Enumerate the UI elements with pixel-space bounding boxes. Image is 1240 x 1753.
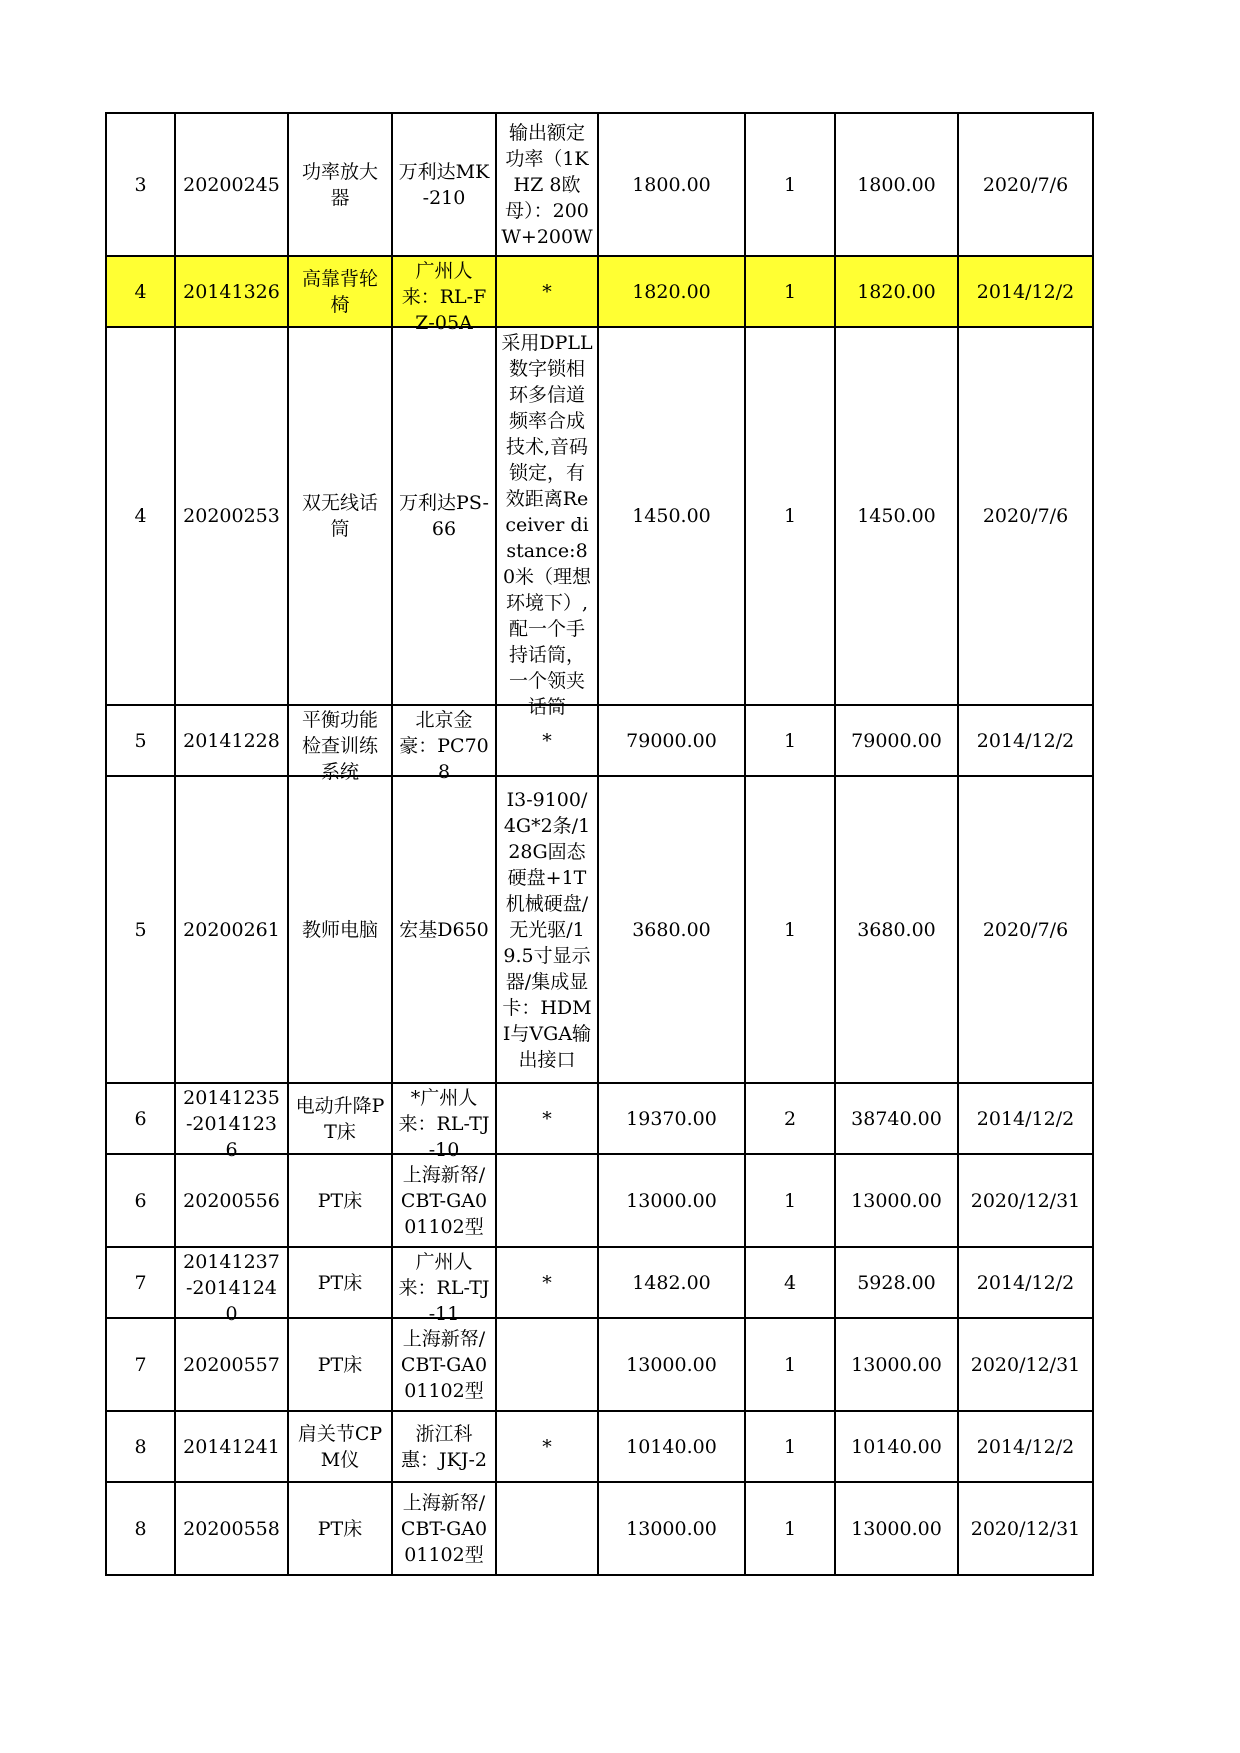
qty-cell: 1 bbox=[745, 113, 835, 256]
code-cell: 20200253 bbox=[175, 327, 288, 705]
code-cell: 20200558 bbox=[175, 1482, 288, 1575]
code-cell: 20141237-20141240 bbox=[175, 1247, 288, 1318]
model-cell: 广州人来：RL-FZ-05A bbox=[392, 256, 496, 327]
seq-cell: 6 bbox=[106, 1083, 175, 1154]
name-cell: 电动升降PT床 bbox=[288, 1083, 392, 1154]
date-cell: 2014/12/2 bbox=[958, 1083, 1093, 1154]
spec-cell: 输出额定功率（1KHZ 8欧母）：200W+200W bbox=[496, 113, 598, 256]
spec-cell: * bbox=[496, 256, 598, 327]
equipment-table bbox=[105, 112, 1094, 1576]
total-cell: 1800.00 bbox=[835, 113, 958, 256]
qty-cell: 1 bbox=[745, 256, 835, 327]
date-cell: 2020/12/31 bbox=[958, 1482, 1093, 1575]
seq-cell: 4 bbox=[106, 327, 175, 705]
qty-cell: 1 bbox=[745, 327, 835, 705]
total-cell: 79000.00 bbox=[835, 705, 958, 776]
date-cell: 2014/12/2 bbox=[958, 1247, 1093, 1318]
name-cell: PT床 bbox=[288, 1247, 392, 1318]
name-cell: PT床 bbox=[288, 1482, 392, 1575]
model-cell: 上海新帑/CBT-GA001102型 bbox=[392, 1482, 496, 1575]
qty-cell: 2 bbox=[745, 1083, 835, 1154]
spec-cell: 采用DPLL数字锁相环多信道频率合成技术,音码锁定，有效距离Receiver distance:80米（理想环境下）,配一个手持话筒，一个领夹话筒 bbox=[496, 327, 598, 705]
total-cell: 13000.00 bbox=[835, 1482, 958, 1575]
price-cell: 1820.00 bbox=[598, 256, 745, 327]
qty-cell: 1 bbox=[745, 1154, 835, 1247]
model-cell: 北京金豪：PC708 bbox=[392, 705, 496, 776]
spec-cell: I3-9100/4G*2条/128G固态硬盘+1T机械硬盘/无光驱/19.5寸显示器/集成显卡：HDMI与VGA输出接口 bbox=[496, 776, 598, 1083]
name-cell: 双无线话筒 bbox=[288, 327, 392, 705]
model-cell: *广州人来：RL-TJ-10 bbox=[392, 1083, 496, 1154]
code-cell: 20141228 bbox=[175, 705, 288, 776]
name-cell: PT床 bbox=[288, 1318, 392, 1411]
seq-cell: 5 bbox=[106, 705, 175, 776]
table-row bbox=[106, 705, 1093, 776]
date-cell: 2014/12/2 bbox=[958, 256, 1093, 327]
qty-cell: 1 bbox=[745, 1411, 835, 1482]
price-cell: 13000.00 bbox=[598, 1318, 745, 1411]
price-cell: 13000.00 bbox=[598, 1154, 745, 1247]
total-cell: 1820.00 bbox=[835, 256, 958, 327]
date-cell: 2014/12/2 bbox=[958, 705, 1093, 776]
seq-cell: 4 bbox=[106, 256, 175, 327]
model-cell: 浙江科惠：JKJ-2 bbox=[392, 1411, 496, 1482]
spec-cell bbox=[496, 1482, 598, 1575]
date-cell: 2020/7/6 bbox=[958, 776, 1093, 1083]
table-row bbox=[106, 1482, 1093, 1575]
price-cell: 1800.00 bbox=[598, 113, 745, 256]
spec-cell: * bbox=[496, 1247, 598, 1318]
name-cell: PT床 bbox=[288, 1154, 392, 1247]
table-row-highlighted bbox=[106, 256, 1093, 327]
name-cell: 功率放大器 bbox=[288, 113, 392, 256]
price-cell: 19370.00 bbox=[598, 1083, 745, 1154]
table-row bbox=[106, 1083, 1093, 1154]
code-cell: 20200245 bbox=[175, 113, 288, 256]
date-cell: 2020/12/31 bbox=[958, 1154, 1093, 1247]
code-cell: 20200557 bbox=[175, 1318, 288, 1411]
price-cell: 79000.00 bbox=[598, 705, 745, 776]
total-cell: 10140.00 bbox=[835, 1411, 958, 1482]
spec-cell bbox=[496, 1154, 598, 1247]
price-cell: 3680.00 bbox=[598, 776, 745, 1083]
date-cell: 2020/7/6 bbox=[958, 113, 1093, 256]
price-cell: 1482.00 bbox=[598, 1247, 745, 1318]
date-cell: 2020/7/6 bbox=[958, 327, 1093, 705]
code-cell: 20141326 bbox=[175, 256, 288, 327]
model-cell: 万利达PS-66 bbox=[392, 327, 496, 705]
name-cell: 高靠背轮椅 bbox=[288, 256, 392, 327]
spec-cell: * bbox=[496, 705, 598, 776]
total-cell: 1450.00 bbox=[835, 327, 958, 705]
price-cell: 13000.00 bbox=[598, 1482, 745, 1575]
table-row bbox=[106, 327, 1093, 705]
code-cell: 20141235-20141236 bbox=[175, 1083, 288, 1154]
total-cell: 38740.00 bbox=[835, 1083, 958, 1154]
seq-cell: 7 bbox=[106, 1247, 175, 1318]
qty-cell: 1 bbox=[745, 1482, 835, 1575]
code-cell: 20141241 bbox=[175, 1411, 288, 1482]
spec-cell: * bbox=[496, 1411, 598, 1482]
name-cell: 平衡功能检查训练系统 bbox=[288, 705, 392, 776]
table-row bbox=[106, 1154, 1093, 1247]
price-cell: 10140.00 bbox=[598, 1411, 745, 1482]
qty-cell: 1 bbox=[745, 776, 835, 1083]
model-cell: 广州人来：RL-TJ-11 bbox=[392, 1247, 496, 1318]
date-cell: 2014/12/2 bbox=[958, 1411, 1093, 1482]
seq-cell: 5 bbox=[106, 776, 175, 1083]
qty-cell: 1 bbox=[745, 1318, 835, 1411]
table-row bbox=[106, 1247, 1093, 1318]
model-cell: 上海新帑/CBT-GA001102型 bbox=[392, 1318, 496, 1411]
seq-cell: 6 bbox=[106, 1154, 175, 1247]
model-cell: 万利达MK-210 bbox=[392, 113, 496, 256]
name-cell: 教师电脑 bbox=[288, 776, 392, 1083]
name-cell: 肩关节CPM仪 bbox=[288, 1411, 392, 1482]
seq-cell: 8 bbox=[106, 1482, 175, 1575]
table-row bbox=[106, 776, 1093, 1083]
seq-cell: 7 bbox=[106, 1318, 175, 1411]
spec-cell: * bbox=[496, 1083, 598, 1154]
total-cell: 5928.00 bbox=[835, 1247, 958, 1318]
qty-cell: 1 bbox=[745, 705, 835, 776]
model-cell: 宏基D650 bbox=[392, 776, 496, 1083]
table-row bbox=[106, 1318, 1093, 1411]
code-cell: 20200261 bbox=[175, 776, 288, 1083]
qty-cell: 4 bbox=[745, 1247, 835, 1318]
total-cell: 13000.00 bbox=[835, 1154, 958, 1247]
table-row bbox=[106, 1411, 1093, 1482]
spec-cell bbox=[496, 1318, 598, 1411]
total-cell: 13000.00 bbox=[835, 1318, 958, 1411]
price-cell: 1450.00 bbox=[598, 327, 745, 705]
table-row bbox=[106, 113, 1093, 256]
total-cell: 3680.00 bbox=[835, 776, 958, 1083]
seq-cell: 8 bbox=[106, 1411, 175, 1482]
code-cell: 20200556 bbox=[175, 1154, 288, 1247]
seq-cell: 3 bbox=[106, 113, 175, 256]
model-cell: 上海新帑/CBT-GA001102型 bbox=[392, 1154, 496, 1247]
date-cell: 2020/12/31 bbox=[958, 1318, 1093, 1411]
